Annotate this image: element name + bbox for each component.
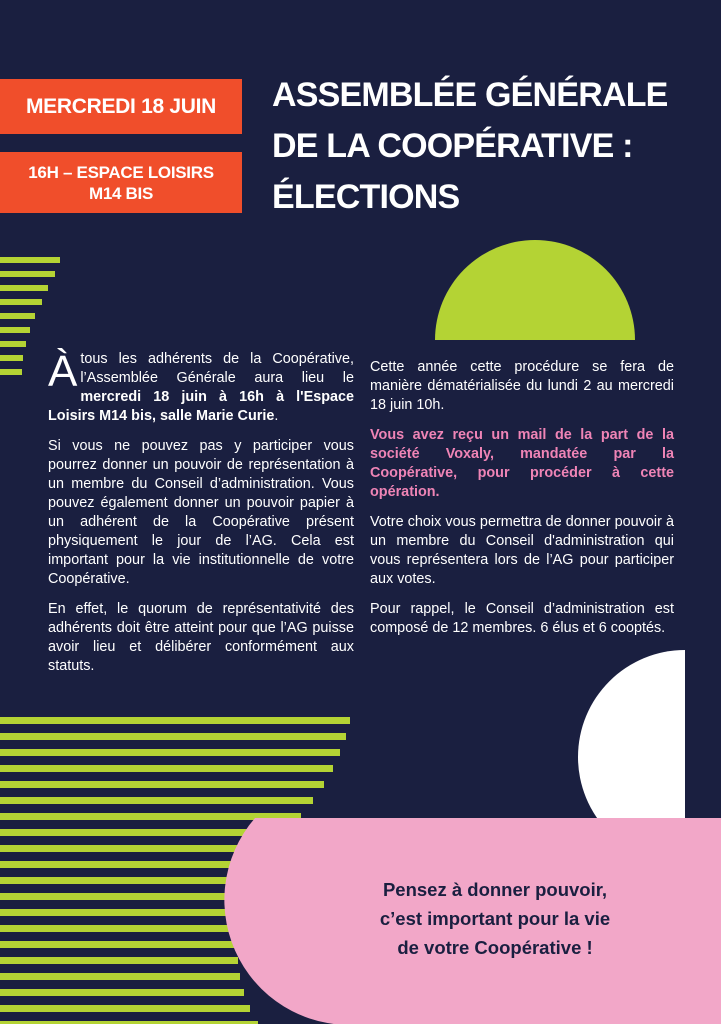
place-tag-line2: M14 BIS <box>88 183 154 203</box>
meeting-details: mercredi 18 juin à 16h à l'Espace Loisirs M14 bis, salle Marie Curie <box>48 389 354 424</box>
left-column <box>48 347 354 687</box>
place-tag-line1: 16H – ESPACE LOISIRS <box>28 162 214 182</box>
procedure-paragraph: Cette année cette procédure se fera de manière dématérialisée du lundi 2 au mercredi 18 juin 10h. <box>370 359 674 413</box>
right-column <box>370 358 674 649</box>
intro-text: tous les adhérents de la Coopérative, l’Assemblée Générale aura lieu le <box>80 351 354 386</box>
date-tag: MERCREDI 18 JUIN <box>0 79 242 134</box>
title-line3: ÉLECTIONS <box>272 178 460 216</box>
email-highlight: Vous avez reçu un mail de la part de la société Voxaly, mandatée par la Coopérative, pour procéder à cette opération. <box>370 427 674 500</box>
callout-text <box>345 875 645 962</box>
callout-line1: Pensez à donner pouvoir, <box>382 879 608 900</box>
quorum-paragraph: En effet, le quorum de représentativité des adhérents doit être atteint pour que l’AG puisse avoir lieu et délibérer conformément aux statuts. <box>48 601 354 674</box>
title-line1: ASSEMBLÉE GÉNÉRALE <box>272 76 668 114</box>
lime-half-circle <box>435 240 635 340</box>
callout-line3: de votre Coopérative ! <box>397 937 593 958</box>
callout-line2: c’est important pour la vie <box>379 908 611 929</box>
intro-end: . <box>274 408 279 424</box>
page-title <box>272 70 702 223</box>
place-tag <box>0 152 242 213</box>
choice-paragraph: Votre choix vous permettra de donner pouvoir à un membre du Conseil d'administration qui vous représentera lors de l’AG pour participer aux votes. <box>370 514 674 587</box>
proxy-paragraph: Si vous ne pouvez pas y participer vous pourrez donner un pouvoir de représentation à un membre du Conseil d’administration. Vous pouvez également donner un pouvoir papier à un adhérent de la Coopérative présent physiquement le jour de l’AG. Cela est important pour la vie institutionnelle de votre Coopérative. <box>48 438 354 587</box>
council-paragraph: Pour rappel, le Conseil d’administration est composé de 12 membres. 6 élus et 6 cooptés. <box>370 601 674 636</box>
title-line2: DE LA COOPÉRATIVE : <box>272 127 633 165</box>
drop-cap: À <box>48 347 78 396</box>
intro-paragraph <box>48 347 354 426</box>
